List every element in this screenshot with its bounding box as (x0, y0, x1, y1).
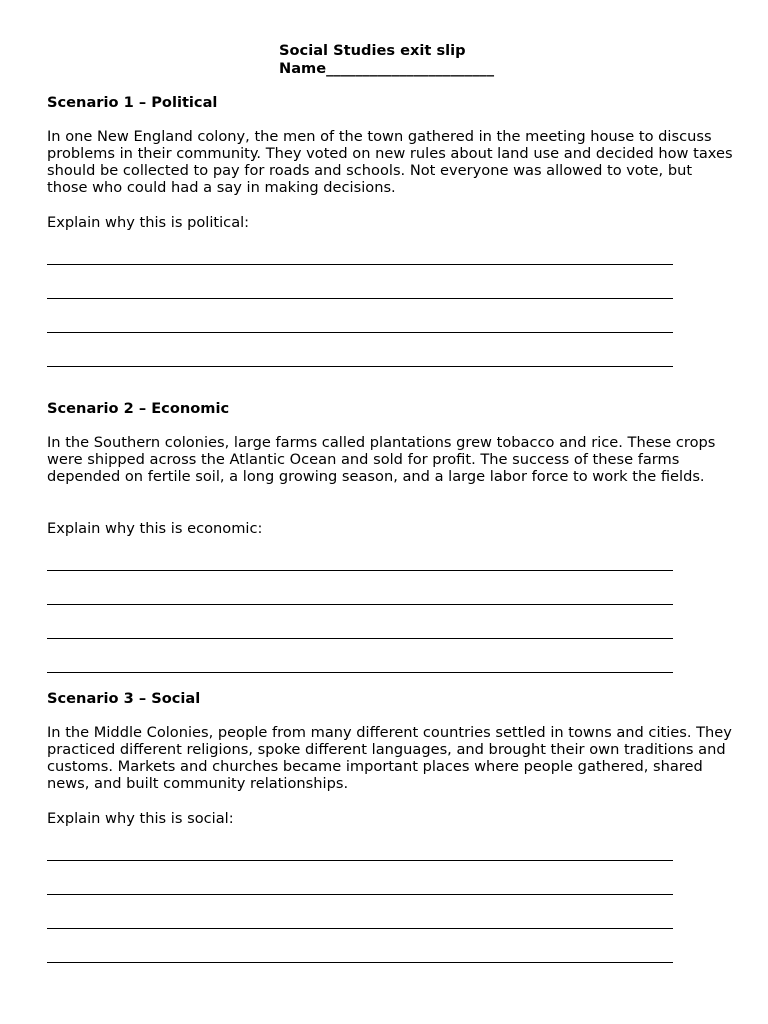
scenario-1-body (47, 128, 737, 196)
page-title: Social Studies exit slip (279, 42, 466, 59)
scenario-3-body (47, 724, 737, 792)
answer-line[interactable] (47, 638, 673, 639)
scenario-2-prompt-wrap (47, 520, 737, 537)
scenario-2-prompt: Explain why this is economic: (47, 520, 263, 537)
answer-line[interactable] (47, 570, 673, 571)
scenario-1 (47, 94, 737, 112)
scenario-3-prompt-wrap (47, 810, 737, 827)
scenario-2 (47, 400, 737, 418)
answer-line[interactable] (47, 264, 673, 265)
answer-line[interactable] (47, 672, 673, 673)
scenario-2-paragraph: In the Southern colonies, large farms called plantations grew tobacco and rice. These crops were shipped across the Atlantic Ocean and sold for profit. The success of these farms depended on fertile soil, a long growing season, and a large labor force to work the fields. (47, 434, 716, 486)
answer-line[interactable] (47, 604, 673, 605)
answer-line[interactable] (47, 894, 673, 895)
scenario-3 (47, 690, 737, 708)
name-field-line: Name_______________________ (279, 59, 494, 77)
answer-line[interactable] (47, 298, 673, 299)
answer-line[interactable] (47, 366, 673, 367)
scenario-3-paragraph: In the Middle Colonies, people from many different countries settled in towns and cities. They practiced different religions, spoke different languages, and brought their own traditions and customs. Markets and churches became important places where people gathered, shared news, and built community relationships. (47, 724, 732, 793)
scenario-2-heading: Scenario 2 – Economic (47, 400, 230, 417)
scenario-3-prompt: Explain why this is social: (47, 810, 234, 827)
scenario-1-paragraph: In one New England colony, the men of the town gathered in the meeting house to discuss problems in their community. They voted on new rules about land use and decided how taxes should be collected to pay for roads and schools. Not everyone was allowed to vote, but those who could had a say in making decisions. (47, 128, 733, 197)
scenario-2-body (47, 434, 737, 485)
answer-line[interactable] (47, 332, 673, 333)
answer-line[interactable] (47, 962, 673, 963)
scenario-1-prompt-wrap (47, 214, 737, 231)
scenario-1-prompt: Explain why this is political: (47, 214, 250, 231)
answer-line[interactable] (47, 860, 673, 861)
scenario-3-heading: Scenario 3 – Social (47, 690, 201, 707)
answer-line[interactable] (47, 928, 673, 929)
header (279, 42, 494, 77)
scenario-1-heading: Scenario 1 – Political (47, 94, 218, 111)
